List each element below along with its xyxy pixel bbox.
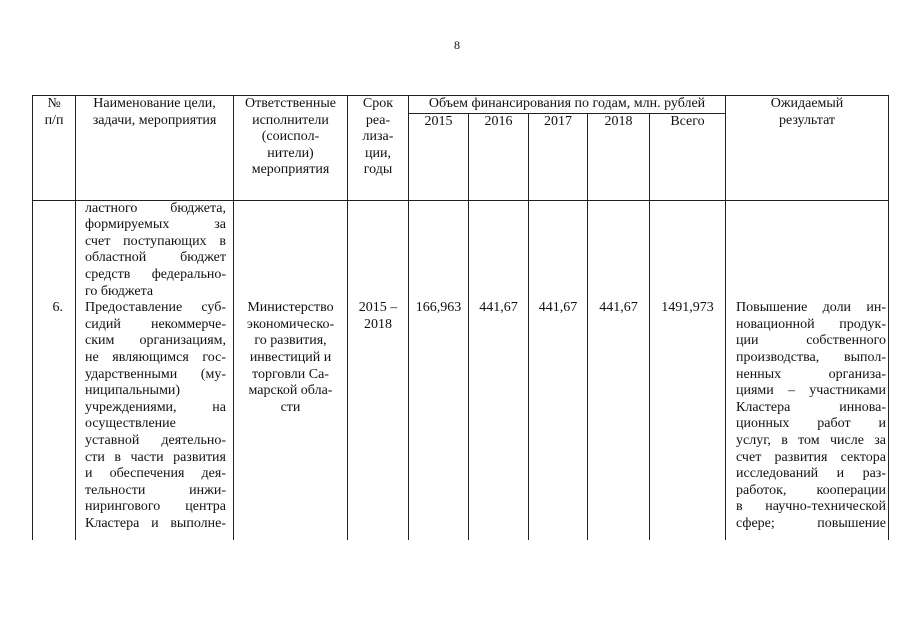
row6-name: Предоставление суб- сидий некоммерче- ским организациям, не являющимся гос- ударственными (му- ниципальными) учреждениями, на осуществление уставной деятельно- сти в части развития и обеспечения дея- тельности инжи- нирингового центра Кластера и выполне- xyxy=(76,300,234,540)
header-year-2017: 2017 xyxy=(529,113,588,200)
header-row xyxy=(33,96,889,114)
page-number: 8 xyxy=(454,38,460,52)
table-row-6 xyxy=(33,300,889,540)
row6-result: Повышение доли ин- новационной продук- ции собственного производства, выпол- ненных организа- циями – участниками Кластера иннова- ционных работ и услуг, в том числе за счет развития сектора исследований и раз- работок, кооперации в научно-технической сфере; повышение xyxy=(726,300,889,540)
row6-value-2017: 441,67 xyxy=(529,300,588,540)
header-year-2016: 2016 xyxy=(469,113,529,200)
header-year-2018: 2018 xyxy=(588,113,650,200)
header-name: Наименование цели, задачи, мероприятия xyxy=(76,96,234,201)
row6-value-2016: 441,67 xyxy=(469,300,529,540)
continuation-row xyxy=(33,200,889,300)
header-term: Срок реа- лиза- ции, годы xyxy=(348,96,409,201)
header-year-2015: 2015 xyxy=(409,113,469,200)
continuation-name: ластного бюджета, формируемых за счет поступающих в областной бюджет средств федерально- го бюджета xyxy=(76,200,234,300)
row6-term: 2015 – 2018 xyxy=(348,300,409,540)
row6-number: 6. xyxy=(33,300,76,540)
row6-executor: Министерство экономическо- го развития, инвестиций и торговли Са- марской обла- сти xyxy=(234,300,348,540)
header-total: Всего xyxy=(650,113,726,200)
header-result: Ожидаемый результат xyxy=(726,96,889,201)
program-table xyxy=(32,95,889,540)
row6-value-2018: 441,67 xyxy=(588,300,650,540)
header-num: № п/п xyxy=(33,96,76,201)
header-financing: Объем финансирования по годам, млн. рублей xyxy=(409,96,726,114)
row6-value-2015: 166,963 xyxy=(409,300,469,540)
header-executors: Ответственные исполнители (соиспол- нители) мероприятия xyxy=(234,96,348,201)
row6-value-total: 1491,973 xyxy=(650,300,726,540)
